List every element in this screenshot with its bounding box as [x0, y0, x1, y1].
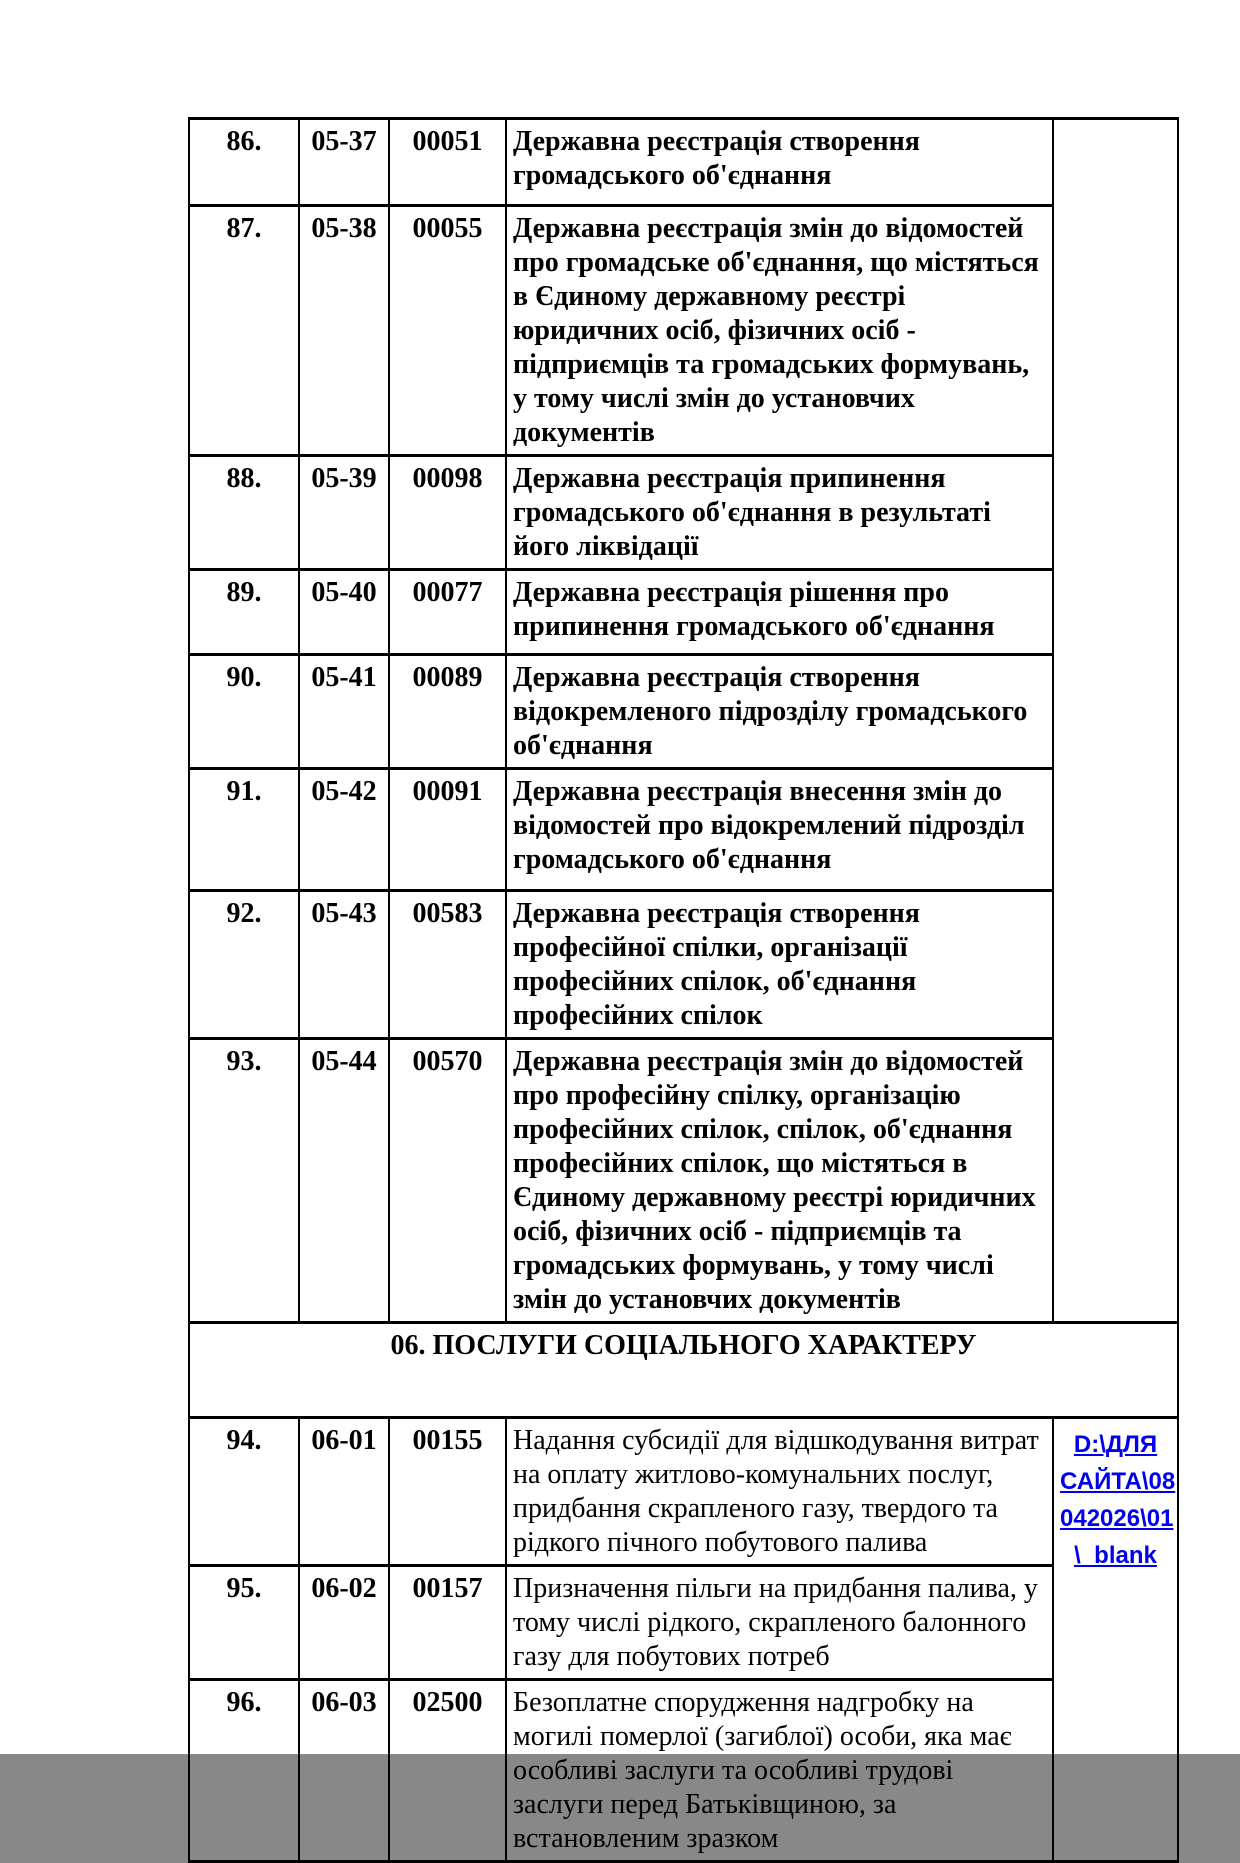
service-description-cell: Призначення пільги на придбання палива, у тому числі рідкого, скрапленого балонного газу для побутових потреб	[506, 1566, 1053, 1680]
service-description-cell: Надання субсидії для відшкодування витрат на оплату житлово-комунальних послуг, придбання скрапленого газу, твердого та рідкого пічного побутового палива	[506, 1418, 1053, 1566]
row-number-cell: 92.	[189, 891, 299, 1039]
row-number-cell: 89.	[189, 570, 299, 655]
service-id-cell: 00051	[389, 119, 506, 206]
row-number-cell: 86.	[189, 119, 299, 206]
service-code-cell: 05-39	[299, 456, 389, 570]
file-path-link-line[interactable]: САЙТА\08	[1060, 1468, 1176, 1495]
service-id-cell: 00098	[389, 456, 506, 570]
service-description-cell: Державна реєстрація змін до відомостей про громадське об'єднання, що містяться в Єдиному державному реєстрі юридичних осіб, фізичних осіб - підприємців та громадських формувань, у тому числі змін до установчих документів	[506, 206, 1053, 456]
row-number-cell: 87.	[189, 206, 299, 456]
file-path-link-line[interactable]: 042026\01	[1060, 1505, 1174, 1532]
table-row	[189, 206, 1178, 456]
service-code-cell: 06-02	[299, 1566, 389, 1680]
service-description-cell: Державна реєстрація створення громадського об'єднання	[506, 119, 1053, 206]
services-table	[188, 117, 1179, 1863]
table-row	[189, 1680, 1178, 1862]
service-code-cell: 05-42	[299, 769, 389, 891]
service-code-cell: 05-37	[299, 119, 389, 206]
service-description-cell: Безоплатне спорудження надгробку на могилі померлої (загиблої) особи, яка має особливі заслуги та особливі трудові заслуги перед Батьківщиною, за встановленим зразком	[506, 1680, 1053, 1862]
row-number-cell: 96.	[189, 1680, 299, 1862]
service-code-cell: 05-43	[299, 891, 389, 1039]
row-number-cell: 91.	[189, 769, 299, 891]
service-code-cell: 06-01	[299, 1418, 389, 1566]
row-number-cell: 93.	[189, 1039, 299, 1323]
service-code-cell: 05-44	[299, 1039, 389, 1323]
service-description-cell: Державна реєстрація змін до відомостей про професійну спілку, організацію професійних спілок, спілок, об'єднання професійних спілок, що містяться в Єдиному державному реєстрі юридичних осіб, фізичних осіб - підприємців та громадських формувань, у тому числі змін до установчих документів	[506, 1039, 1053, 1323]
table-row	[189, 119, 1178, 206]
row-number-cell: 90.	[189, 655, 299, 769]
service-id-cell: 00157	[389, 1566, 506, 1680]
table-row	[189, 1039, 1178, 1323]
row-number-cell: 88.	[189, 456, 299, 570]
table-row	[189, 655, 1178, 769]
file-path-link[interactable]	[1060, 1426, 1176, 1574]
service-code-cell: 05-40	[299, 570, 389, 655]
service-id-cell: 00055	[389, 206, 506, 456]
section-header-row	[189, 1323, 1178, 1418]
table-row	[189, 1566, 1178, 1680]
service-code-cell: 06-03	[299, 1680, 389, 1862]
service-id-cell: 00155	[389, 1418, 506, 1566]
service-id-cell: 00089	[389, 655, 506, 769]
notes-cell	[1053, 1418, 1178, 1862]
service-id-cell: 00570	[389, 1039, 506, 1323]
notes-cell	[1053, 119, 1178, 1323]
service-code-cell: 05-38	[299, 206, 389, 456]
service-code-cell: 05-41	[299, 655, 389, 769]
service-description-cell: Державна реєстрація рішення про припинення громадського об'єднання	[506, 570, 1053, 655]
row-number-cell: 94.	[189, 1418, 299, 1566]
service-description-cell: Державна реєстрація внесення змін до відомостей про відокремлений підрозділ громадського об'єднання	[506, 769, 1053, 891]
service-id-cell: 00077	[389, 570, 506, 655]
service-id-cell: 02500	[389, 1680, 506, 1862]
table-row	[189, 769, 1178, 891]
table-row	[189, 570, 1178, 655]
service-id-cell: 00091	[389, 769, 506, 891]
table-row	[189, 456, 1178, 570]
service-description-cell: Державна реєстрація припинення громадського об'єднання в результаті його ліквідації	[506, 456, 1053, 570]
file-path-link-line[interactable]: D:\ДЛЯ	[1073, 1431, 1158, 1458]
table-row	[189, 1418, 1178, 1566]
service-description-cell: Державна реєстрація створення професійної спілки, організації професійних спілок, об'єднання професійних спілок	[506, 891, 1053, 1039]
table-row	[189, 891, 1178, 1039]
row-number-cell: 95.	[189, 1566, 299, 1680]
service-id-cell: 00583	[389, 891, 506, 1039]
service-description-cell: Державна реєстрація створення відокремленого підрозділу громадського об'єднання	[506, 655, 1053, 769]
section-header: 06. ПОСЛУГИ СОЦІАЛЬНОГО ХАРАКТЕРУ	[189, 1323, 1178, 1418]
file-path-link-line[interactable]: \_blank	[1074, 1542, 1157, 1569]
